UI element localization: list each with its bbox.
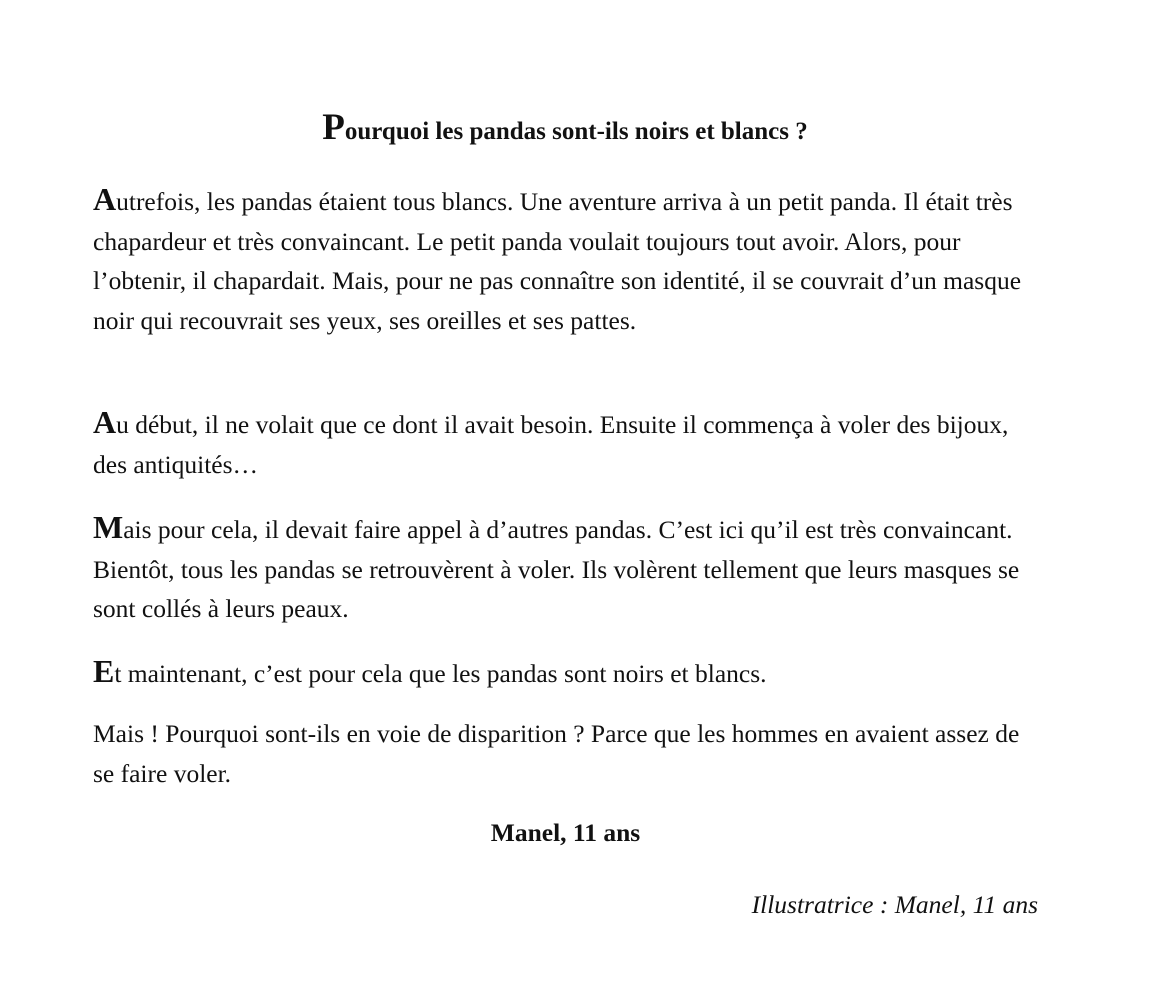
title-text: ourquoi les pandas sont-ils noirs et blancs ? bbox=[344, 118, 808, 145]
paragraph-1-initial: A bbox=[93, 181, 117, 217]
paragraph-2-initial: A bbox=[93, 404, 117, 440]
paragraph-3 bbox=[93, 508, 1043, 629]
paragraph-4-initial: E bbox=[93, 653, 115, 689]
paragraph-2-text: u début, il ne volait que ce dont il avait besoin. Ensuite il commença à voler des bijoux, des antiquités… bbox=[93, 410, 1009, 479]
story-title bbox=[0, 108, 1130, 152]
paragraph-2 bbox=[93, 403, 1043, 484]
paragraph-3-text: ais pour cela, il devait faire appel à d’autres pandas. C’est ici qu’il est très convaincant. Bientôt, tous les pandas se retrouvèrent à voler. Ils volèrent tellement que leurs masques se sont collés à leurs peaux. bbox=[93, 515, 1020, 623]
paragraph-5 bbox=[93, 714, 1043, 793]
paragraph-1-text: utrefois, les pandas étaient tous blancs. Une aventure arriva à un petit panda. Il était très chapardeur et très convaincant. Le petit panda voulait toujours tout avoir. Alors, pour l’obtenir, il chapardait. Mais, pour ne pas connaître son identité, il se couvrait d’un masque noir qui recouvrait ses yeux, ses oreilles et ses pattes. bbox=[93, 187, 1022, 335]
author-signature: Manel, 11 ans bbox=[490, 818, 641, 847]
title-initial: P bbox=[322, 107, 345, 148]
paragraph-3-initial: M bbox=[93, 509, 124, 545]
paragraph-4 bbox=[93, 652, 1043, 694]
paragraph-5-text: Mais ! Pourquoi sont-ils en voie de disparition ? Parce que les hommes en avaient assez de se faire voler. bbox=[93, 719, 1020, 788]
paragraph-1 bbox=[93, 180, 1043, 340]
illustrator-credit: Illustratrice : Manel, 11 ans bbox=[751, 890, 1038, 919]
paragraph-4-text: t maintenant, c’est pour cela que les pandas sont noirs et blancs. bbox=[114, 659, 767, 688]
